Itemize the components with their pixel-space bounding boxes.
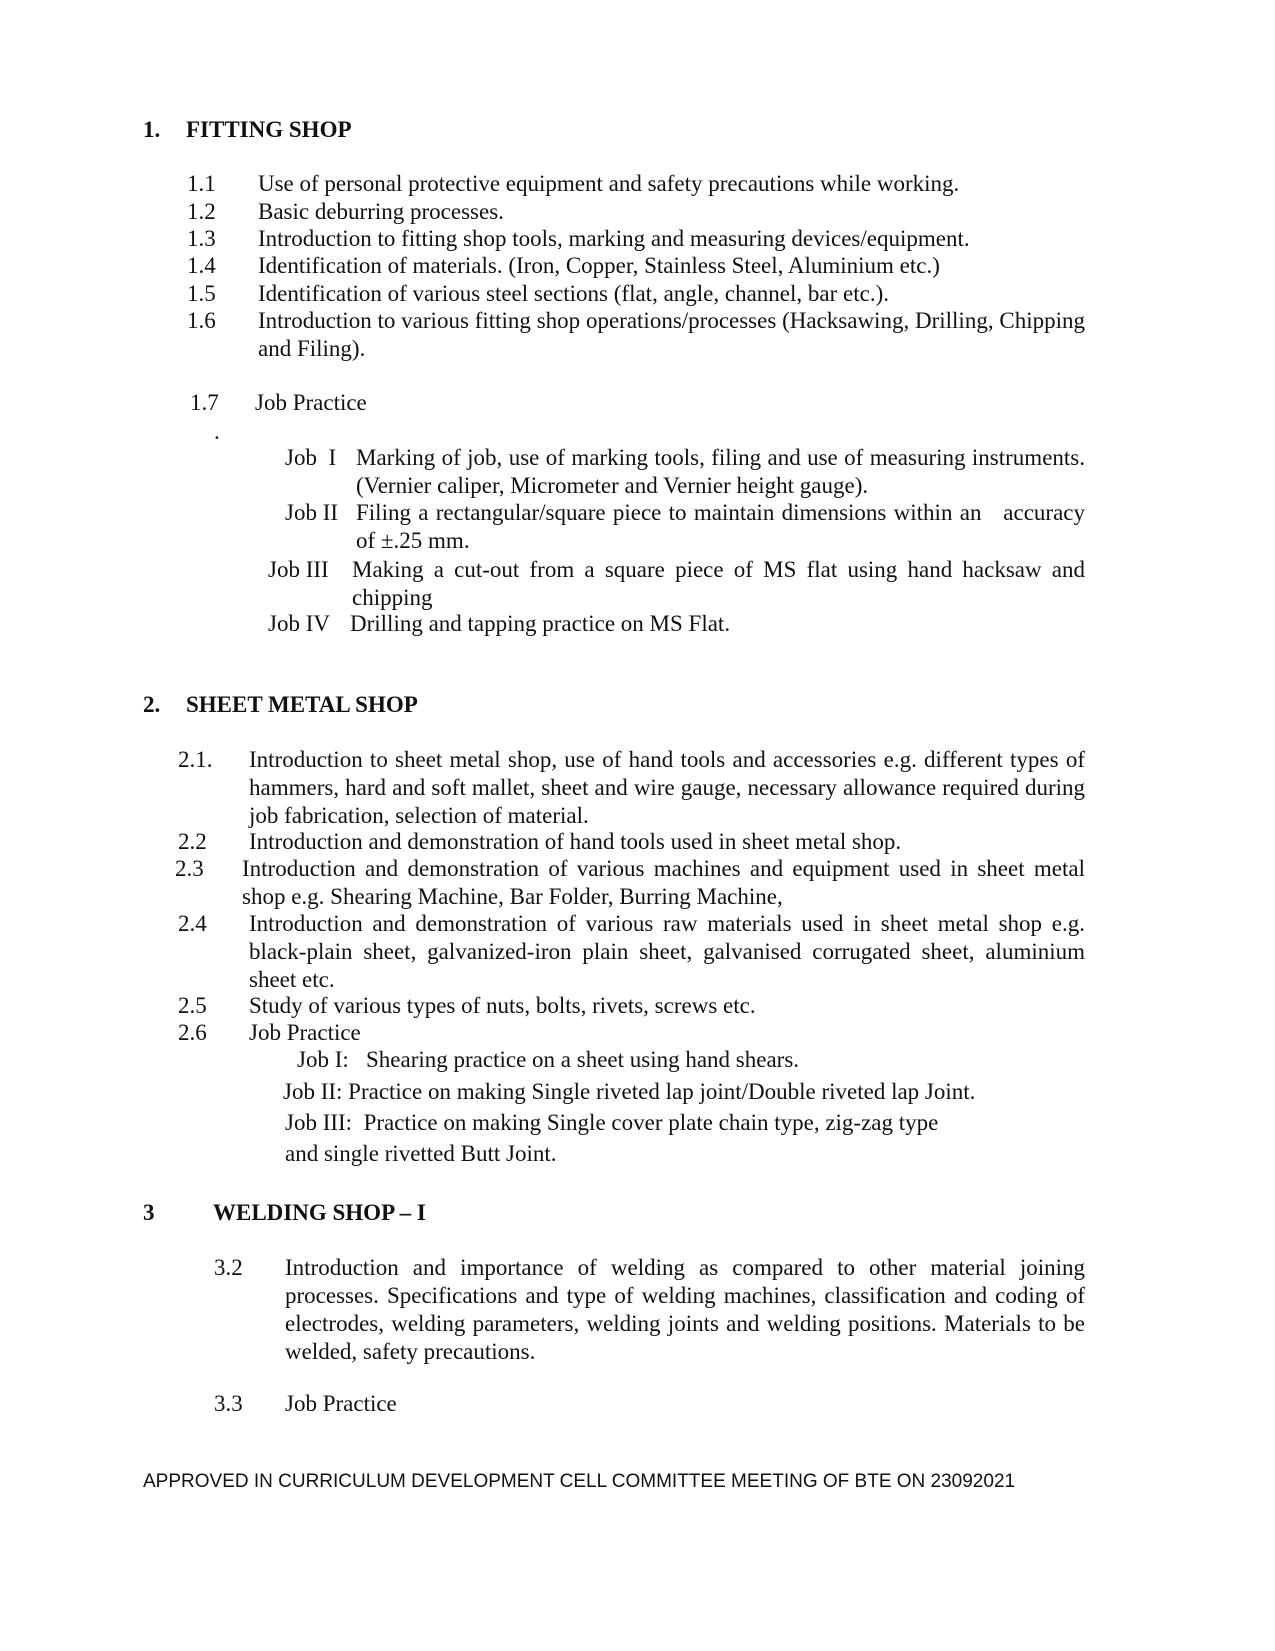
item-number: 3.2 [214,1255,243,1280]
item-text: Introduction and importance of welding as compared to other material joining processes. Specifications and type of welding machines, classification and coding of electrodes, welding parameters, welding joints and welding positions. Materials to be welded, safety precautions. [285,1255,1085,1364]
item-text: Introduction to sheet metal shop, use of hand tools and accessories e.g. different types of hammers, hard and soft mallet, sheet and wire gauge, necessary allowance required during job fabrication, selection of material. [249,747,1085,828]
job-text: Making a cut-out from a square piece of MS flat using hand hacksaw and chipping [352,557,1085,610]
item-text: Introduction to fitting shop tools, marking and measuring devices/equipment. [258,226,970,251]
job-text: Marking of job, use of marking tools, filing and use of measuring instruments. (Vernier caliper, Micrometer and Vernier height gauge). [356,445,1085,498]
item-number: 2.6 [178,1020,207,1045]
item-number: 3.3 [214,1391,243,1416]
item-number: 1.2 [187,199,216,224]
job-text: Drilling and tapping practice on MS Flat. [350,611,731,636]
section-1-number: 1. [143,117,161,142]
item-number: 2.3 [175,856,204,881]
item-number: 2.5 [178,993,207,1018]
item-text: Study of various types of nuts, bolts, rivets, screws etc. [249,993,756,1018]
item-number: 1.5 [187,281,216,306]
item-text: Introduction and demonstration of various raw materials used in sheet metal shop e.g. black-plain sheet, galvanized-iron plain sheet, galvanised corrugated sheet, aluminium sheet etc. [249,911,1085,992]
job-line: Job III: Practice on making Single cover plate chain type, zig-zag type [285,1110,939,1135]
item-text: Introduction and demonstration of various machines and equipment used in sheet metal shop e.g. Shearing Machine, Bar Folder, Burring Machine, [242,856,1085,909]
item-number: 1.7 [190,390,219,415]
item-text: Job Practice [255,390,367,415]
section-2-title: SHEET METAL SHOP [186,692,418,717]
section-1-title: FITTING SHOP [186,117,352,142]
item-number: 2.1. [178,747,213,772]
job-label: Job III [268,557,329,582]
job-text: Filing a rectangular/square piece to maintain dimensions within an accuracy of ±.25 mm. [356,500,1091,553]
item-text: Identification of various steel sections (flat, angle, channel, bar etc.). [258,281,889,306]
item-text: Use of personal protective equipment and safety precautions while working. [258,171,960,196]
item-number: 1.4 [187,253,216,278]
section-3-title: WELDING SHOP – I [213,1200,426,1225]
item-number: 2.4 [178,911,207,936]
item-text: Job Practice [285,1391,397,1416]
item-text: Job Practice [249,1020,361,1045]
item-text: Introduction and demonstration of hand tools used in sheet metal shop. [249,829,902,854]
item-number: 1.1 [187,171,216,196]
job-line: Job I: Shearing practice on a sheet using hand shears. [297,1047,800,1072]
job-label: Job I [285,445,337,470]
page-footer: APPROVED IN CURRICULUM DEVELOPMENT CELL COMMITTEE MEETING OF BTE ON 23092021 [143,1471,1016,1492]
job-line: Job II: Practice on making Single riveted lap joint/Double riveted lap Joint. [283,1079,976,1104]
list-dot: . [214,419,220,444]
job-line: and single rivetted Butt Joint. [285,1141,557,1166]
item-text: Introduction to various fitting shop operations/processes (Hacksawing, Drilling, Chipping and Filing). [258,308,1085,361]
job-label: Job IV [268,611,330,636]
item-text: Identification of materials. (Iron, Copper, Stainless Steel, Aluminium etc.) [258,253,940,278]
item-number: 1.6 [187,308,216,333]
item-number: 1.3 [187,226,216,251]
item-text: Basic deburring processes. [258,199,504,224]
job-label: Job II [285,500,339,525]
section-2-number: 2. [143,692,161,717]
item-number: 2.2 [178,829,207,854]
section-3-number: 3 [143,1200,155,1225]
